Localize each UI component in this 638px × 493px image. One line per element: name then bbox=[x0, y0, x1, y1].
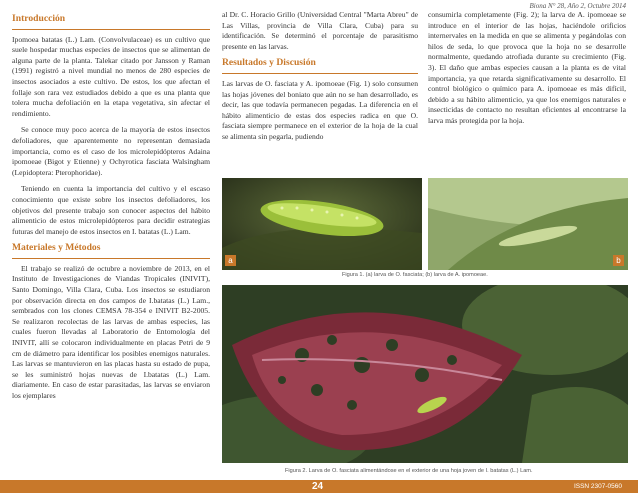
column-middle bbox=[222, 10, 418, 149]
figure-1 bbox=[222, 178, 628, 270]
methods-heading: Materiales y Métodos bbox=[12, 242, 101, 254]
page-number: 24 bbox=[312, 481, 324, 492]
paragraph: El trabajo se realizó de octubre a noviembre de 2013, en el Instituto de Investigaciones de Viandas Tropicales (INIVIT), Santo Domingo, Villa Clara, Cuba. Los insectos se estudiaron por observación directa en dos campos de I.batatas (L.) Lam., sembrados con los clones CEMSA 78-354 e INIVIT B2-2005. Se realizaron recolectas de las larvas de ambas especies, las cuales fueron llevadas al Laboratorio de Entomología del INIVIT, allí se colocaron individualmente en placas Petri de 9 cm de diámetro para identificar los posibles enemigos naturales. Las larvas se mantuvieron en las placas hasta su estado de pupa, se les suministró hojas nuevas de I.batatas (L.) Lam. diariamente. En caso de estar parasitadas, las larvas se enviaron los ejemplares bbox=[12, 263, 210, 400]
journal-header: Biona N° 28, Año 2, Octubre 2014 bbox=[529, 2, 626, 10]
paragraph: consumirla completamente (Fig. 2); la larva de A. ipomoeae se introduce en el interior de las hojas, haciéndole orificios internervales en la medida en que se alimenta y pegándolas con hilos de seda, lo que provoca que la hoja no se desarrolle normalmente, quedando atrofiada durante su crecimiento (Fig. 3). El daño que ambas especies causan a la planta es de vital importancia, ya que retarda significativamente su desarrollo. El control biológico o químico para A. ipomoeae es más difícil, debido a su hábito alimenticio, ya que los enemigos naturales e insecticidas de contacto no resultan eficientes al encontrarse la larva más protegida por la hoja. bbox=[428, 10, 626, 125]
paragraph: Teniendo en cuenta la importancia del cultivo y el escaso conocimiento que existe sobre los insectos defoliadores, los objetivos del presente trabajo son conocer aspectos del hábito alimenticio de estos microlepidópteros para decidir estrategias futuras del manejo de estos insectos en I. batatas (L.) Lam. bbox=[12, 184, 210, 236]
heading-rule bbox=[12, 29, 210, 30]
column-left bbox=[12, 12, 210, 408]
label-a: a bbox=[225, 255, 236, 266]
intro-heading: Introducción bbox=[12, 13, 66, 24]
figure-1-caption: Figura 1. (a) larva de O. fasciata; (b) larva de A. ipomoeae. bbox=[342, 272, 488, 278]
paragraph: Se conoce muy poco acerca de la mayoría de estos insectos defoliadores, que aparentemente no representan demasiada importancia, como es el caso de los microlepidópteros Adaina ipomoeae (Bigot y Etienne) y Ochyrotica fasciata Walsingham (Lepidoptera: Pterophoridae). bbox=[12, 125, 210, 177]
heading-rule bbox=[222, 73, 418, 74]
paragraph: Ipomoea batatas (L.) Lam. (Convolvulaceae) es un cultivo que suele hospedar muchas especies de insectos que se alimentan de alguna parte de la planta. Talekar citado por Jansson y Raman (1991) registró a nivel mundial no menos de 280 especies de insectos asociados a este cultivo. De estos, los que afectan el follaje son rara vez estudiados debido a que es una planta que tolera mucha defoliación en la etapa vegetativa, sin afectar el rendimiento. bbox=[12, 34, 210, 118]
larva-photo-a bbox=[222, 178, 422, 270]
results-heading: Resultados y Discusión bbox=[222, 57, 316, 69]
issn-text: ISSN 2307-0560 bbox=[573, 483, 622, 490]
column-right bbox=[428, 10, 626, 133]
larva-photo-b bbox=[428, 178, 628, 270]
label-b: b bbox=[613, 255, 624, 266]
paragraph: Las larvas de O. fasciata y A. ipomoeae (Fig. 1) solo consumen las hojas jóvenes del boniato que aún no se han desarrollado, es decir, las que todavía permanecen pegadas. La diferencia en el hábito alimenticio de estas dos especies radica en que O. fasciata siempre permanece en el exterior de la hoja de la cual se alimenta sin pegarla, pudiendo bbox=[222, 78, 418, 141]
heading-rule bbox=[12, 258, 210, 259]
paragraph: al Dr. C. Horacio Grillo (Universidad Central "Marta Abreu" de Las Villas, provincia de Villa Clara, Cuba) para su identificación. Se determinó el porcentaje de parasitismo presente en las larvas. bbox=[222, 10, 418, 51]
figure-2-caption: Figura 2. Larva de O. fasciata alimentándose en el exterior de una hoja joven de I. batatas (L.) Lam. bbox=[285, 468, 533, 474]
figure-2-photo bbox=[222, 285, 628, 463]
